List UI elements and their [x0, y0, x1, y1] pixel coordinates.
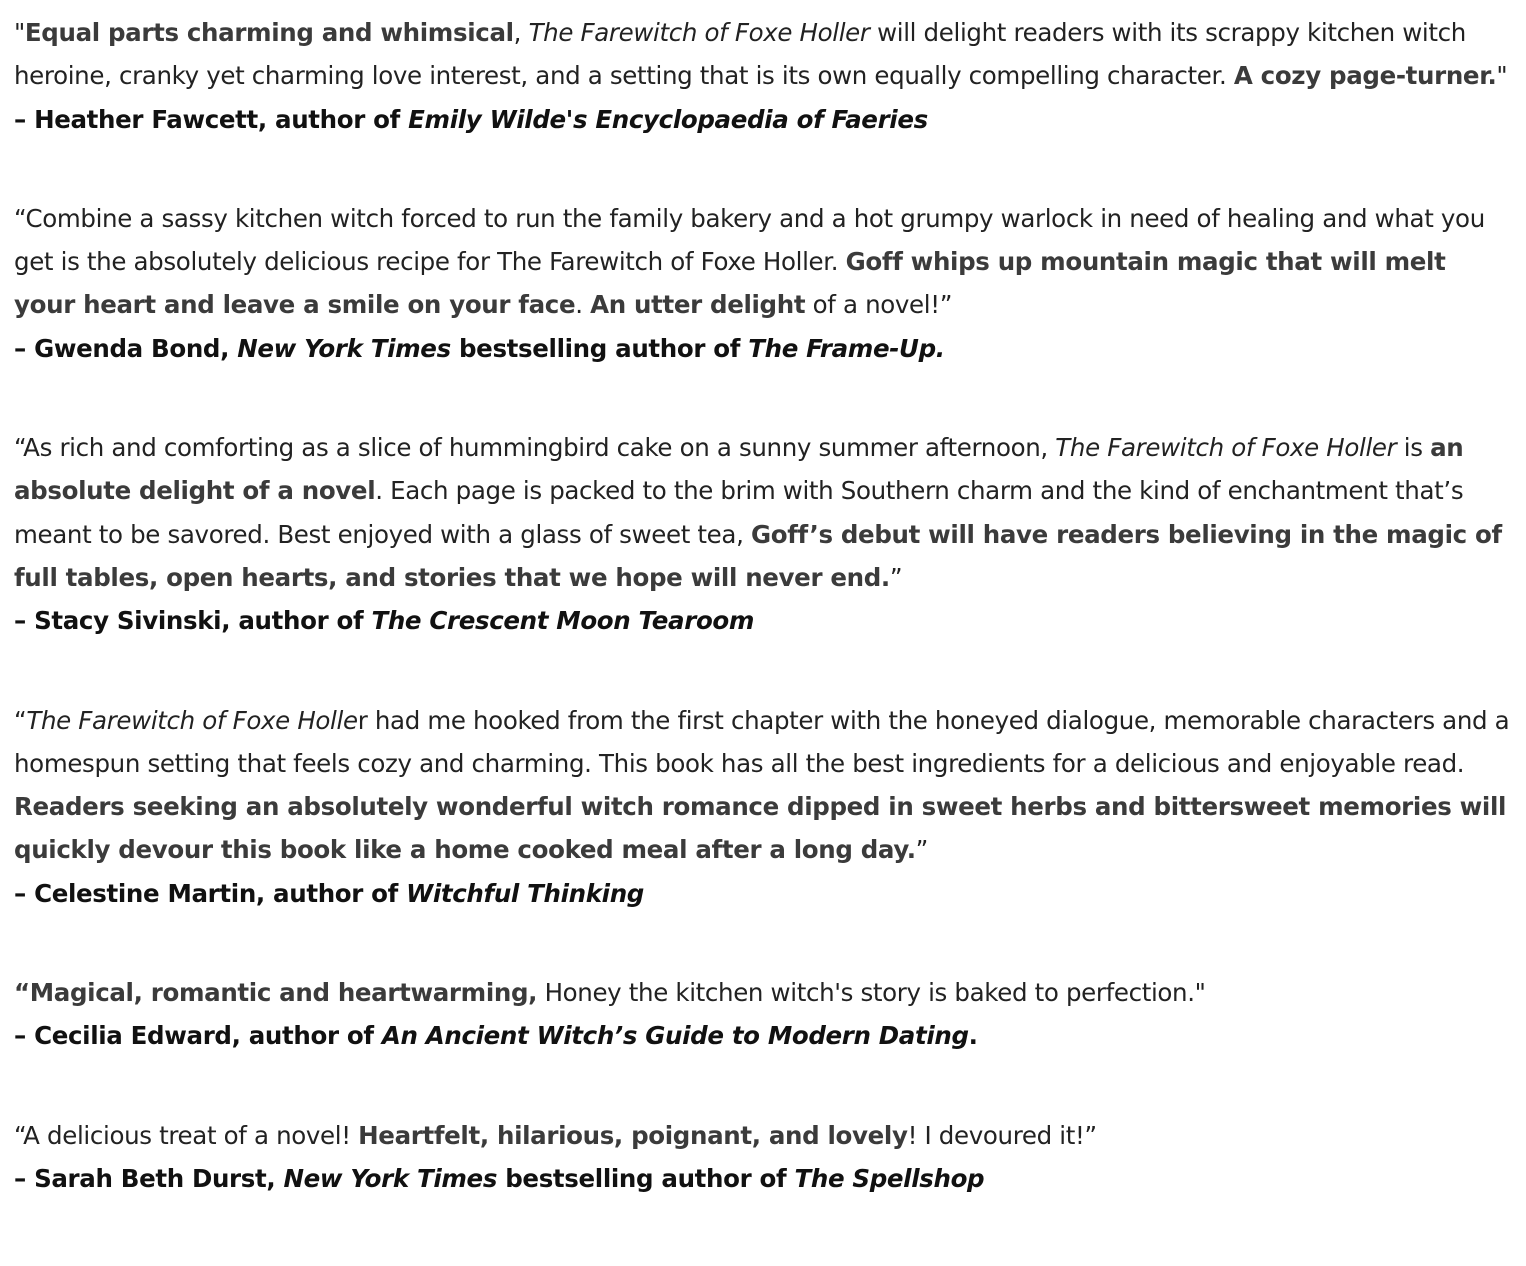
blurb-attribution: – Cecilia Edward, author of An Ancient Witch’s Guide to Modern Dating.	[14, 1021, 978, 1051]
blurb-quote: “The Farewitch of Foxe Holler had me hooked from the first chapter with the honeyed dialogue, memorable characters and a homespun setting that feels cozy and charming. This book has all the best ingredients for a delicious and enjoyable read. Readers seeking an absolutely wonderful witch romance dipped in sweet herbs and bittersweet memories will quickly devour this book like a home cooked meal after a long day.”	[14, 705, 1510, 865]
praise-blurb	[14, 426, 1512, 642]
blurb-quote: “As rich and comforting as a slice of hummingbird cake on a sunny summer afternoon, The Farewitch of Foxe Holler is an absolute delight of a novel. Each page is packed to the brim with Southern charm and the kind of enchantment that’s meant to be savored. Best enjoyed with a glass of sweet tea, Goff’s debut will have readers believing in the magic of full tables, open hearts, and stories that we hope will never end.”	[14, 433, 1502, 592]
blurb-attribution: – Sarah Beth Durst, New York Times bestselling author of The Spellshop	[14, 1163, 985, 1193]
blurb-quote: “Combine a sassy kitchen witch forced to run the family bakery and a hot grumpy warlock in need of healing and what you get is the absolutely delicious recipe for The Farewitch of Foxe Holler. Goff whips up mountain magic that will melt your heart and leave a smile on your face. An utter delight of a novel!”	[14, 203, 1485, 320]
praise-blurb	[14, 197, 1512, 370]
blurb-attribution: – Stacy Sivinski, author of The Crescent Moon Tearoom	[14, 606, 755, 636]
praise-blurb	[14, 1114, 1512, 1201]
praise-blurb	[14, 971, 1512, 1058]
blurb-attribution: – Celestine Martin, author of Witchful Thinking	[14, 878, 644, 908]
blurb-attribution: – Gwenda Bond, New York Times bestselling author of The Frame-Up.	[14, 333, 945, 363]
praise-blurb	[14, 11, 1512, 141]
blurb-attribution: – Heather Fawcett, author of Emily Wilde's Encyclopaedia of Faeries	[14, 104, 928, 134]
blurb-quote: “A delicious treat of a novel! Heartfelt, hilarious, poignant, and lovely! I devoured it!”	[14, 1120, 1097, 1150]
praise-blurb	[14, 699, 1512, 915]
blurb-quote: “Magical, romantic and heartwarming, Honey the kitchen witch's story is baked to perfection."	[14, 978, 1206, 1008]
blurb-quote: "Equal parts charming and whimsical, The Farewitch of Foxe Holler will delight readers with its scrappy kitchen witch heroine, cranky yet charming love interest, and a setting that is its own equally compelling character. A cozy page-turner."	[14, 18, 1508, 91]
